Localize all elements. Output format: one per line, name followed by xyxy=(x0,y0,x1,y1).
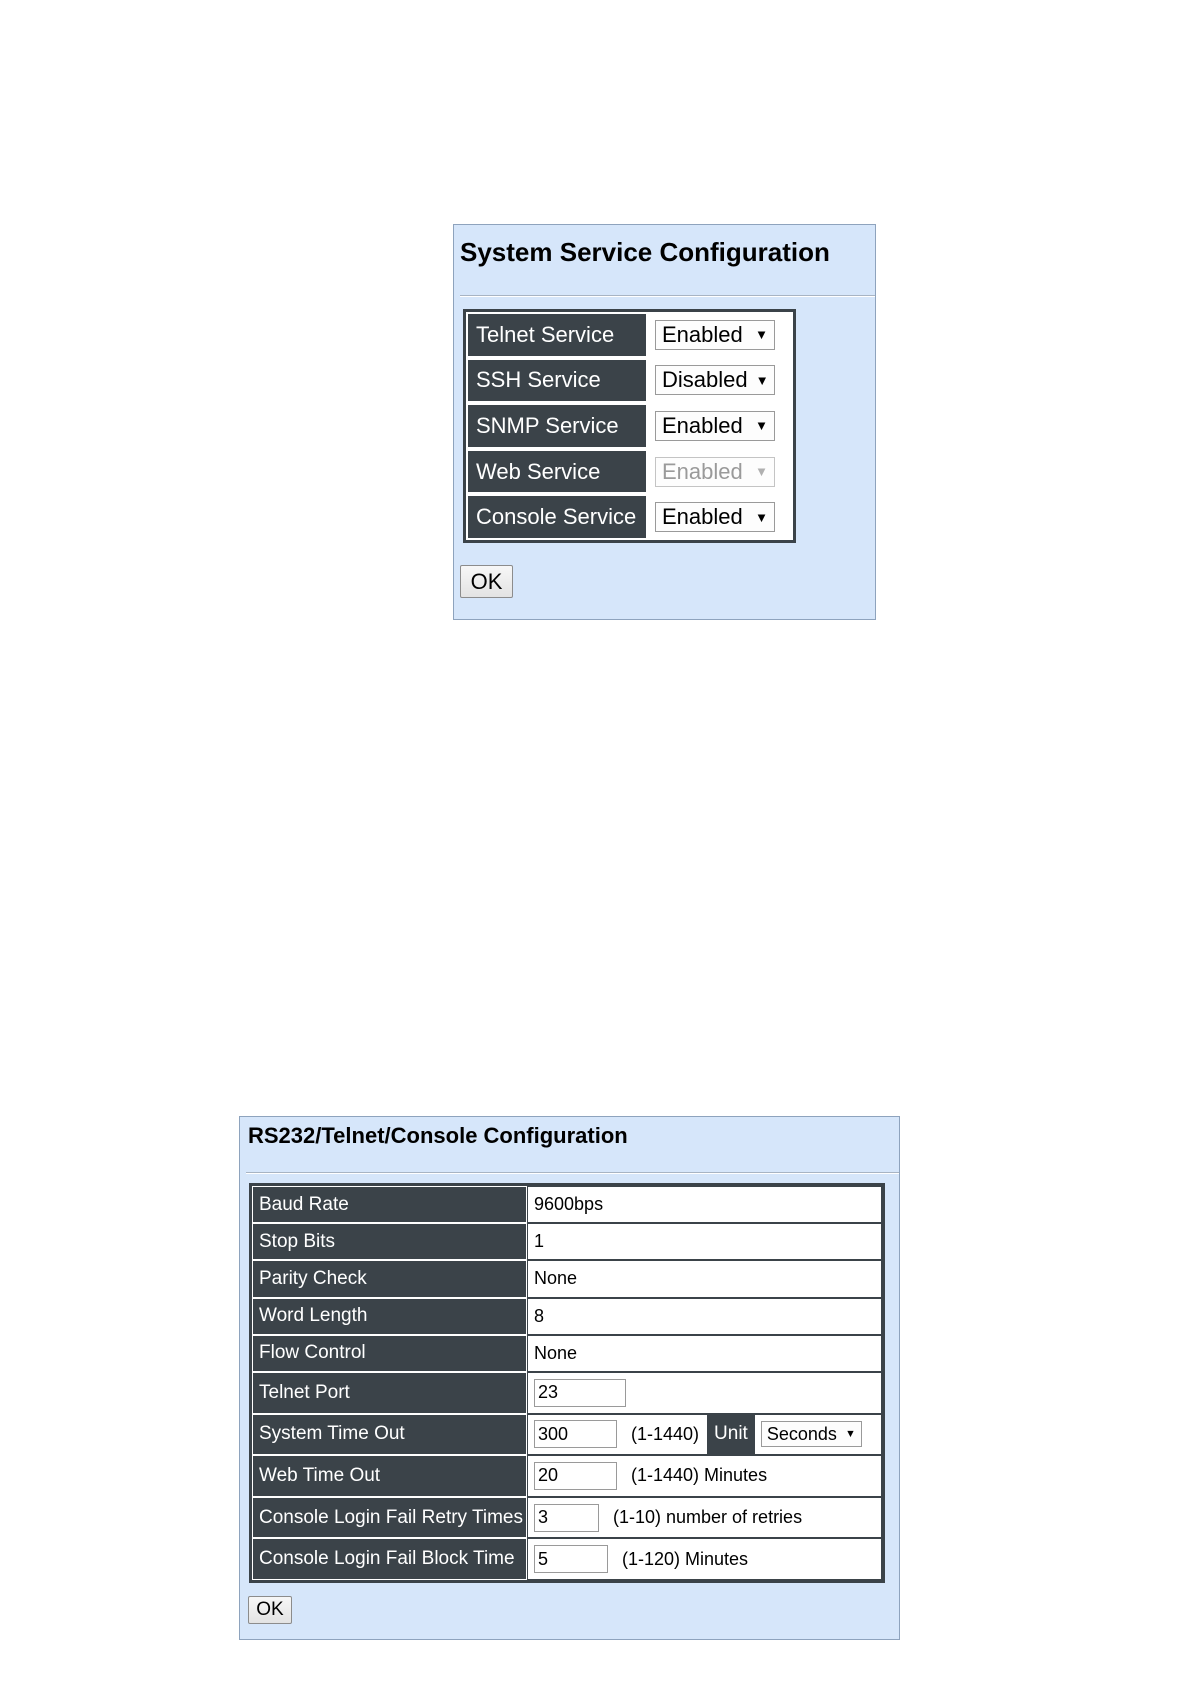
parity-check-label: Parity Check xyxy=(252,1260,527,1297)
system-time-out-input[interactable]: 300 xyxy=(534,1420,617,1448)
login-fail-block-hint: (1-120) Minutes xyxy=(622,1548,749,1569)
web-service-label: Web Service xyxy=(466,449,648,495)
ok-button[interactable]: OK xyxy=(460,565,513,598)
table-row xyxy=(252,1497,882,1539)
ssh-service-label: SSH Service xyxy=(466,358,648,404)
table-row xyxy=(252,1298,882,1335)
login-fail-block-label: Console Login Fail Block Time xyxy=(252,1538,527,1580)
table-row xyxy=(252,1223,882,1260)
web-time-out-hint: (1-1440) Minutes xyxy=(631,1465,768,1486)
ssh-service-select[interactable]: Disabled ▼ xyxy=(655,365,775,395)
baud-rate-value: 9600bps xyxy=(527,1186,882,1223)
panel-title: RS232/Telnet/Console Configuration xyxy=(248,1123,628,1148)
table-row xyxy=(466,449,793,495)
service-table xyxy=(463,309,796,543)
unit-label: Unit xyxy=(707,1415,755,1455)
chevron-down-icon: ▼ xyxy=(845,1428,856,1441)
login-fail-block-input[interactable]: 5 xyxy=(534,1545,608,1573)
stop-bits-value: 1 xyxy=(527,1223,882,1260)
divider xyxy=(460,295,875,297)
stop-bits-label: Stop Bits xyxy=(252,1223,527,1260)
table-row xyxy=(252,1186,882,1223)
login-fail-retry-input[interactable]: 3 xyxy=(534,1504,599,1532)
web-time-out-label: Web Time Out xyxy=(252,1455,527,1497)
chevron-down-icon: ▼ xyxy=(754,418,768,434)
snmp-service-label: SNMP Service xyxy=(466,403,648,449)
web-service-select: Enabled ▼ xyxy=(655,457,775,487)
telnet-service-label: Telnet Service xyxy=(466,312,648,358)
chevron-down-icon: ▼ xyxy=(755,372,769,388)
table-row xyxy=(252,1538,882,1580)
flow-control-value: None xyxy=(527,1335,882,1372)
ok-button[interactable]: OK xyxy=(248,1596,292,1624)
system-time-out-range: (1-1440) xyxy=(631,1423,700,1444)
flow-control-label: Flow Control xyxy=(252,1335,527,1372)
table-row xyxy=(466,494,793,540)
parity-check-value: None xyxy=(527,1260,882,1297)
telnet-port-input[interactable]: 23 xyxy=(534,1379,626,1407)
table-row xyxy=(252,1455,882,1497)
chevron-down-icon: ▼ xyxy=(754,509,768,525)
baud-rate-label: Baud Rate xyxy=(252,1186,527,1223)
table-row xyxy=(466,358,793,404)
console-config-panel xyxy=(239,1116,900,1640)
system-time-out-label: System Time Out xyxy=(252,1414,527,1456)
table-row xyxy=(252,1335,882,1372)
table-row xyxy=(252,1414,882,1456)
table-row xyxy=(252,1372,882,1414)
chevron-down-icon: ▼ xyxy=(754,464,768,480)
console-service-select[interactable]: Enabled ▼ xyxy=(655,502,775,532)
word-length-value: 8 xyxy=(527,1298,882,1335)
chevron-down-icon: ▼ xyxy=(754,327,768,343)
web-time-out-input[interactable]: 20 xyxy=(534,1462,617,1490)
table-row xyxy=(252,1260,882,1297)
snmp-service-select[interactable]: Enabled ▼ xyxy=(655,411,775,441)
panel-title: System Service Configuration xyxy=(460,237,830,267)
console-service-label: Console Service xyxy=(466,494,648,540)
telnet-port-label: Telnet Port xyxy=(252,1372,527,1414)
table-row xyxy=(466,403,793,449)
divider xyxy=(246,1172,899,1174)
console-config-table xyxy=(249,1183,885,1583)
table-row xyxy=(466,312,793,358)
system-service-panel xyxy=(453,224,876,620)
word-length-label: Word Length xyxy=(252,1298,527,1335)
unit-select[interactable]: Seconds ▼ xyxy=(761,1421,862,1447)
telnet-service-select[interactable]: Enabled ▼ xyxy=(655,320,775,350)
login-fail-retry-hint: (1-10) number of retries xyxy=(613,1507,803,1528)
login-fail-retry-label: Console Login Fail Retry Times xyxy=(252,1497,527,1539)
